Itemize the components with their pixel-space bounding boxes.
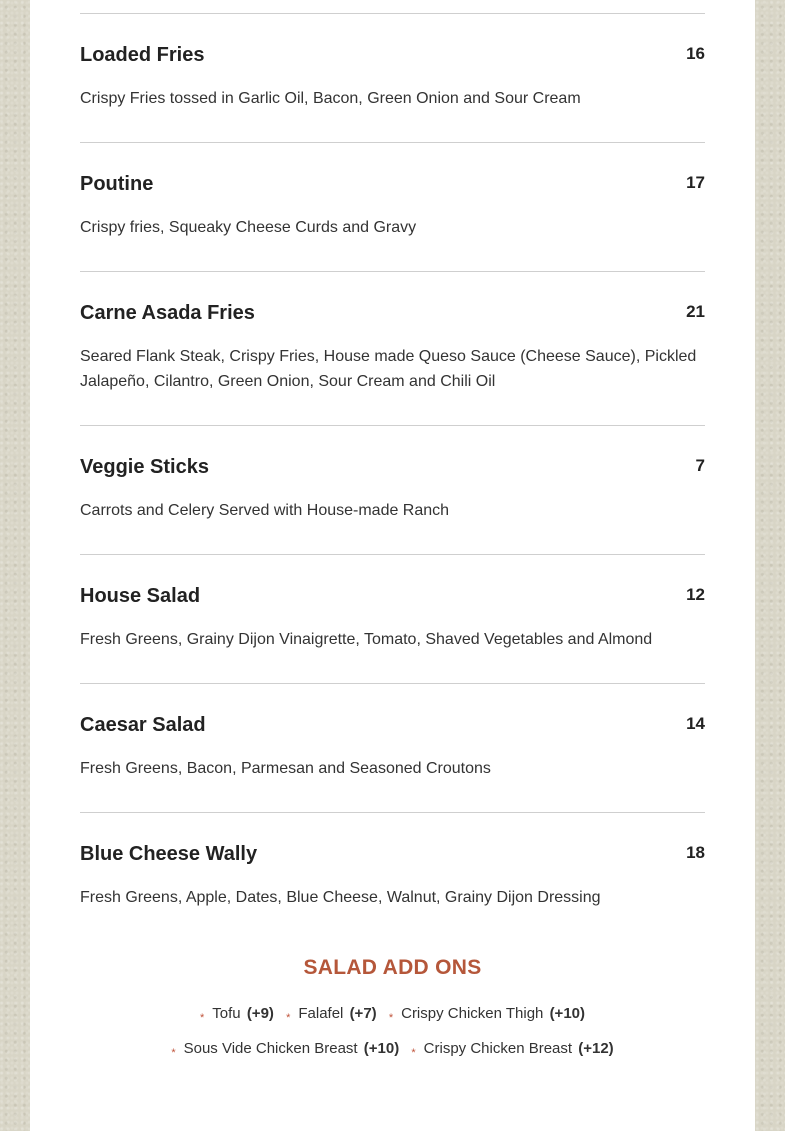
menu-item-house-salad (80, 555, 705, 684)
menu-item-price: 7 (695, 456, 705, 475)
addon-crispy-chicken-breast (411, 1039, 613, 1063)
menu-item-description: Crispy fries, Squeaky Cheese Curds and Gravy (80, 219, 417, 236)
star-icon: * (200, 1012, 205, 1024)
menu-item-name: Loaded Fries (80, 44, 205, 66)
addons-title: SALAD ADD ONS (303, 956, 482, 979)
addon-name: Tofu (212, 1005, 241, 1022)
menu-item-name: Veggie Sticks (80, 456, 209, 478)
star-icon: * (171, 1047, 176, 1059)
addons-row (0, 1039, 785, 1063)
addon-name: Crispy Chicken Breast (423, 1040, 573, 1057)
menu-item-header (80, 714, 705, 736)
menu-item-description: Fresh Greens, Bacon, Parmesan and Seasoned Croutons (80, 760, 491, 777)
menu-item-price: 18 (686, 843, 705, 862)
menu-item-poutine (80, 143, 705, 272)
menu-item-price: 17 (686, 173, 705, 192)
menu-item-description: Fresh Greens, Apple, Dates, Blue Cheese, Walnut, Grainy Dijon Dressing (80, 889, 601, 906)
addon-name: Sous Vide Chicken Breast (183, 1040, 358, 1057)
menu-item-name: Caesar Salad (80, 714, 206, 736)
addon-falafel (286, 1004, 377, 1028)
menu-item-veggie-sticks (80, 426, 705, 555)
addon-price: (+12) (578, 1040, 614, 1057)
menu-item-header (80, 843, 705, 865)
menu-item-blue-cheese-wally (80, 813, 705, 941)
menu-item-name: House Salad (80, 585, 201, 607)
addons-row (0, 1004, 785, 1028)
menu-list (80, 14, 705, 941)
menu-item-carne-asada-fries (80, 272, 705, 426)
menu-item-header (80, 44, 705, 66)
menu-item-header (80, 456, 705, 478)
menu-item-name: Blue Cheese Wally (80, 843, 258, 865)
addon-price: (+10) (549, 1005, 585, 1022)
addon-crispy-chicken-thigh (389, 1004, 585, 1028)
menu-item-price: 21 (686, 302, 705, 321)
menu-item-description: Crispy Fries tossed in Garlic Oil, Bacon, Green Onion and Sour Cream (80, 90, 581, 107)
addon-price: (+7) (349, 1005, 377, 1022)
menu-item-caesar-salad (80, 684, 705, 813)
addon-price: (+9) (246, 1005, 274, 1022)
menu-item-price: 12 (686, 585, 705, 604)
star-icon: * (411, 1047, 416, 1059)
menu-item-header (80, 173, 705, 195)
star-icon: * (286, 1012, 291, 1024)
menu-item-description: Fresh Greens, Grainy Dijon Vinaigrette, Tomato, Shaved Vegetables and Almond (80, 631, 653, 648)
menu-item-description: Seared Flank Steak, Crispy Fries, House made Queso Sauce (Cheese Sauce), Pickled Jalapeño, Cilantro, Green Onion, Sour Cream and Chili Oil (80, 348, 697, 390)
addon-tofu (200, 1004, 274, 1028)
menu-item-name: Carne Asada Fries (80, 302, 255, 324)
menu-item-price: 14 (686, 714, 705, 733)
star-icon: * (388, 1012, 394, 1024)
addon-name: Crispy Chicken Thigh (401, 1005, 544, 1022)
menu-item-header (80, 302, 705, 324)
addon-name: Falafel (298, 1005, 344, 1022)
addon-sous-vide-chicken-breast (171, 1039, 399, 1063)
menu-item-header (80, 585, 705, 607)
addon-price: (+10) (363, 1040, 400, 1057)
menu-item-description: Carrots and Celery Served with House-made Ranch (80, 502, 450, 519)
menu-item-loaded-fries (80, 14, 705, 143)
menu-item-price: 16 (686, 44, 705, 63)
menu-item-name: Poutine (80, 173, 154, 195)
